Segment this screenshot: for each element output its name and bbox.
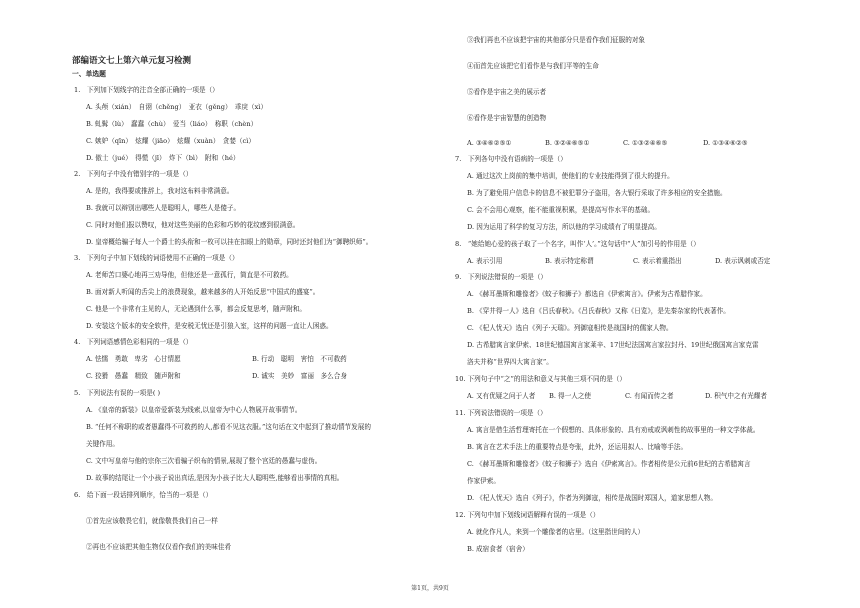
question-9-option-d-line1: D. 古希腊寓言家伊索、18世纪德国寓言家莱辛、17世纪法国寓言家拉封丹、19世纪俄国寓言家克雷 — [467, 341, 759, 349]
page-footer: 第1页，共9页 — [411, 585, 449, 592]
question-10-option-c: C. 有闻而传之者 — [625, 392, 674, 400]
question-6-sentence-4: ④而首先应该把它们看作是与我们平等的生命 — [467, 62, 599, 70]
question-6-sentence-1: ①首先应该敬畏它们，就像敬畏我们自己一样 — [86, 517, 218, 525]
question-6-option-a: A. ③④⑥②⑤① — [467, 139, 512, 147]
question-9-option-a: A. 《赫耳墨斯和雕像者》《蚊子和狮子》都选自《伊索寓言》。伊索为古希腊作家。 — [467, 290, 707, 298]
question-10-option-b: B. 得一人之使 — [549, 392, 592, 400]
question-6-sentence-3: ③我们再也不应该把宇宙的其他部分只是看作我们征服的对象 — [467, 36, 646, 44]
question-4-option-d: D. 诚实 美妙 富丽 多么合身 — [252, 372, 347, 380]
question-3-option-c: C. 他是一个非常有主见的人，无论遇到什么事，都会反复思考，随声附和。 — [86, 305, 307, 313]
question-6-stem: 6. 给下面一段话排列顺序，恰当的一项是（） — [74, 491, 213, 499]
question-6-sentence-6: ⑥看作是宇宙智慧的创造物 — [467, 114, 547, 122]
question-4-option-b: B. 行动 聪明 害怕 不可救药 — [252, 355, 347, 363]
exam-title: 部编语文七上第六单元复习检测 — [72, 56, 192, 66]
question-1-option-d: D. 傲士（jué） 得慌（jī） 炸下（bì） 附和（hé） — [86, 154, 240, 162]
question-4-option-a: A. 怯懦 勇敢 卑劣 心甘情愿 — [86, 355, 181, 363]
question-6-sentence-2: ②再也不应该把其他生物仅仅看作我们的美味佳肴 — [86, 543, 232, 551]
question-5-option-c: C. 文中写皇帝与他的宗你三次看骗子织布的情景,展现了整个宫廷的愚蠢与虚伪。 — [86, 457, 322, 465]
question-3-option-a: A. 老师苦口婆心地再三劝导他，但他还是一意孤行，简直是不可救药。 — [86, 271, 293, 279]
question-11-option-b: B. 寓言在艺术手法上的重要特点是夸张，此外，还运用拟人、比喻等手法。 — [467, 443, 688, 451]
question-6-option-c: C. ①③②④⑥⑤ — [623, 139, 668, 147]
section-heading: 一、单选题 — [72, 70, 106, 78]
question-6-option-b: B. ③②④⑥⑤① — [545, 139, 590, 147]
question-1-option-a: A. 头颅（xián） 自诩（chěng） 亚衣（gěng） 乖戾（xì） — [86, 103, 268, 111]
question-8-stem: 8. “她给她心爱的孩子取了一个名字，叫作‘人’。”这句话中“人”加引号的作用是（） — [455, 240, 700, 248]
question-7-stem: 7. 下列各句中没有语病的一项是（） — [455, 155, 567, 163]
question-12-option-a: A. 就化作凡人，来到一个雕像者的店里。（这里指世间的人） — [467, 528, 645, 536]
question-12-stem: 12. 下列句中加下划线词语解释有误的一项是（） — [455, 511, 600, 519]
question-9-option-c: C. 《杞人忧天》选自《列子·天瑞》。列御寇相传是战国时的儒家人物。 — [467, 324, 673, 332]
question-11-option-c-line1: C. 《赫耳墨斯和雕像者》《蚊子和狮子》选自《伊索寓言》。作者相传是公元前6世纪的古希腊寓言 — [467, 460, 751, 468]
question-7-option-b: B. 为了避免用户信息卡的信息不被犯罪分子盗用，各大银行采取了许多相应的安全措施。 — [467, 189, 727, 197]
question-2-stem: 2. 下列句子中没有错别字的一项是（） — [74, 170, 193, 178]
question-8-option-c: C. 表示着重指出 — [633, 257, 682, 265]
question-2-option-a: A. 是的，我得要或推辞上，我对这布料非常满意。 — [86, 187, 234, 195]
question-4-option-c: C. 狡猾 愚蠢 精致 随声附和 — [86, 372, 181, 380]
question-1-option-c: C. 嫉妒（qīn） 炫耀（jiāo） 炫耀（xuàn） 贪婪（cì） — [86, 137, 255, 145]
question-2-option-b: B. 我就可以辩别出哪些人是聪明人，哪些人是傻子。 — [86, 204, 241, 212]
question-7-option-a: A. 通过这次上岗前的集中培训，使他们的专业技能得到了很大的提升。 — [467, 172, 674, 180]
question-7-option-c: C. 会不会用心观察，能不能重视积累，是提高写作水平的基础。 — [467, 206, 655, 214]
question-11-option-d: D. 《杞人忧天》选自《列子》，作者为列御寇，相传是战国时郑国人，道家思想人物。 — [467, 494, 717, 502]
question-3-option-d: D. 安装这个版本的安全软件，是安税无忧还是引狼入室，这样的问题一直让人困惑。 — [86, 322, 333, 330]
question-4-stem: 4. 下列词语感情色彩相同的一项是（） — [74, 338, 193, 346]
question-1-option-b: B. 虬髯（lù） 蠢蠢（chù） 爱当（liáo） 称职（chèn） — [86, 120, 258, 128]
question-7-option-d: D. 因为运用了科学的复习方法，所以他的学习成绩有了明显提高。 — [467, 223, 661, 231]
question-5-stem: 5. 下列说法有误的一项是( ) — [74, 389, 161, 397]
question-9-option-b: B. 《穿井得一人》选自《吕氏春秋》。《吕氏春秋》又称《日览》，是先秦杂家的代表著作。 — [467, 307, 730, 315]
question-5-option-a: A. 《皇帝的新装》以皇帝爱新装为线索,以皇帝为中心人物展开故事情节。 — [86, 406, 302, 414]
question-8-option-a: A. 表示引用 — [467, 257, 503, 265]
question-11-option-c-line2: 作家伊索。 — [467, 477, 500, 485]
question-10-option-d: D. 积气中之有光耀者 — [705, 392, 767, 400]
question-5-option-d: D. 故事的结尾让一个小孩子说出真话,是因为小孩子比大人聪明些,能够看出事情的真相。 — [86, 474, 344, 482]
question-10-option-a: A. 又有优疑之问于人者 — [467, 392, 536, 400]
question-6-option-d: D. ①③④⑥②⑤ — [703, 139, 748, 147]
question-3-option-b: B. 面对新人听闻的舌尖上的浪费现象，越来越多的人开始反思“中国式的盛宴”。 — [86, 288, 320, 296]
question-12-option-b: B. 成宿食者（宿舍） — [467, 545, 529, 553]
question-11-stem: 11. 下列说法错误的一项是（） — [455, 409, 547, 417]
question-2-option-d: D. 皇帝概给骗子每人一个爵士的头衔和一枚可以挂在扣眼上的勋章，同时还封他们为“御聘织师”。 — [86, 238, 373, 246]
question-10-stem: 10. 下列句子中“之”的用法和意义与其他三项不同的是（） — [455, 375, 626, 383]
question-6-sentence-5: ⑤看作是宇宙之美的展示者 — [467, 88, 547, 96]
question-1-stem: 1. 下列加下划线字的注音全部正确的一项是（） — [74, 86, 219, 94]
question-5-option-b-line2: 关键作用。 — [86, 440, 119, 448]
question-9-stem: 9. 下列说法错误的一项是（） — [455, 273, 548, 281]
question-5-option-b-line1: B. “任何不称职的或者愚蠢得不可救药的人,都看不见这衣服。”这句话在文中起到了推动情节发展的 — [86, 423, 371, 431]
question-2-option-c: C. 同时对他们报以赞叹，他对这些美丽的色彩和巧妙的花纹感到很满意。 — [86, 221, 300, 229]
question-3-stem: 3. 下列句子中加下划线的词语使用不正确的一项是（） — [74, 254, 239, 262]
question-8-option-b: B. 表示特定称谓 — [545, 257, 594, 265]
question-8-option-d: D. 表示讽刺或否定 — [715, 257, 771, 265]
question-11-option-a: A. 寓言是借生活哲理寄托在一个假想的、具体形象的、具有劝戒或讽刺性的故事里的一种文学体裁。 — [467, 426, 760, 434]
question-9-option-d-line2: 洛夫并称“世界四大寓言家”。 — [467, 358, 553, 366]
